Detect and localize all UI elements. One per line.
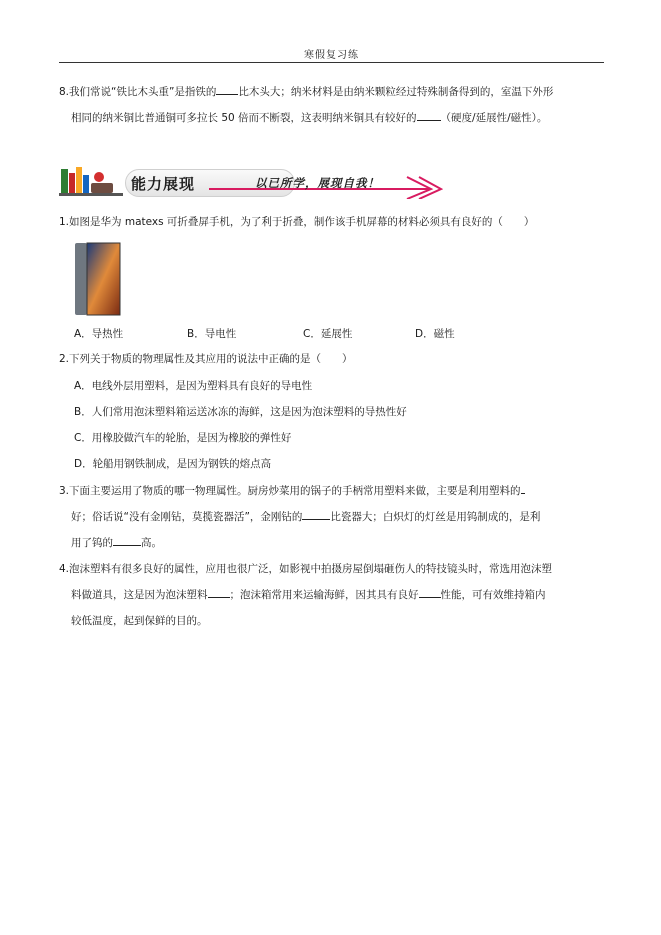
- q8-blank-1: [216, 83, 238, 95]
- q1-option-d[interactable]: D．磁性: [415, 328, 455, 340]
- banner-title: 能力展现: [131, 175, 196, 193]
- q4-text-2a: 料做道具，这是因为泡沫塑料: [71, 589, 208, 601]
- q3-text-1: 3.下面主要运用了物质的哪一物理属性。厨房炒菜用的锅子的手柄常用塑料来做，主要是利用塑料的: [59, 485, 521, 497]
- q2-option-a[interactable]: A．电线外层用塑料，是因为塑料具有良好的导电性: [74, 380, 313, 392]
- question-3: [59, 478, 607, 556]
- question-8: [59, 79, 607, 131]
- question-2-stem: 2.下列关于物质的物理属性及其应用的说法中正确的是（ ）: [59, 353, 353, 365]
- header-divider: [59, 62, 604, 63]
- q1-option-a[interactable]: A．导热性: [74, 328, 124, 340]
- q3-text-3a: 用了钨的: [71, 537, 113, 549]
- banner-arrow-icon: [59, 163, 443, 199]
- q4-text-2c: 性能，可有效维持箱内: [440, 589, 546, 601]
- q3-blank-1: [521, 482, 525, 494]
- q8-blank-2: [417, 109, 441, 121]
- banner-slogan: 以已所学，展现自我！: [255, 176, 380, 190]
- q8-text-1b: 比木头大；纳米材料是由纳米颗粒经过特殊制备得到的，室温下外形: [238, 86, 554, 98]
- q3-text-2a: 好；俗话说“没有金刚钻，莫揽瓷器活”，金刚钻的: [71, 511, 303, 523]
- question-4: [59, 556, 607, 634]
- q3-line-3: [59, 530, 607, 556]
- q8-text-2a: 相同的纳米铜比普通铜可多拉长 50 倍而不断裂，这表明纳米铜具有较好的: [71, 112, 417, 124]
- q2-option-d[interactable]: D．轮船用钢铁制成，是因为钢铁的熔点高: [74, 458, 272, 470]
- q8-text-1a: 8.我们常说“铁比木头重”是指铁的: [59, 86, 217, 98]
- q4-blank-1: [208, 586, 230, 598]
- section-banner: [59, 163, 439, 199]
- question-1-stem: 1.如图是华为 matexs 可折叠屏手机，为了利于折叠，制作该手机屏幕的材料必须具有良好的（ ）: [59, 216, 535, 228]
- q1-option-b[interactable]: B．导电性: [187, 328, 237, 340]
- page-header-title: 寒假复习练: [304, 50, 359, 61]
- q3-text-2b: 比瓷器大；白炽灯的灯丝是用钨制成的，是利: [330, 511, 541, 523]
- q2-option-c[interactable]: C．用橡胶做汽车的轮胎，是因为橡胶的弹性好: [74, 432, 292, 444]
- q4-line-2: [59, 582, 607, 608]
- q4-text-1: 4.泡沫塑料有很多良好的属性，应用也很广泛，如影视中拍摄房屋倒塌砸伤人的特技镜头时，常选用泡沫塑: [59, 563, 553, 575]
- q3-blank-2: [302, 508, 330, 520]
- q4-text-3: 较低温度，起到保鲜的目的。: [71, 615, 208, 627]
- q3-blank-3: [113, 534, 141, 546]
- q8-line-2: [59, 105, 607, 131]
- q1-option-c[interactable]: C．延展性: [303, 328, 353, 340]
- q4-text-2b: ；泡沫箱常用来运输海鲜，因其具有良好: [229, 589, 419, 601]
- q3-line-2: [59, 504, 607, 530]
- q4-blank-2: [419, 586, 441, 598]
- q3-text-3b: 高。: [141, 537, 162, 549]
- q2-option-b[interactable]: B．人们常用泡沫塑料箱运送冰冻的海鲜，这是因为泡沫塑料的导热性好: [74, 406, 407, 418]
- phone-image-label: 折叠屏手机: [74, 241, 79, 242]
- foldable-phone-image: [74, 241, 122, 317]
- q8-text-2b: （硬度/延展性/磁性）。: [440, 112, 548, 124]
